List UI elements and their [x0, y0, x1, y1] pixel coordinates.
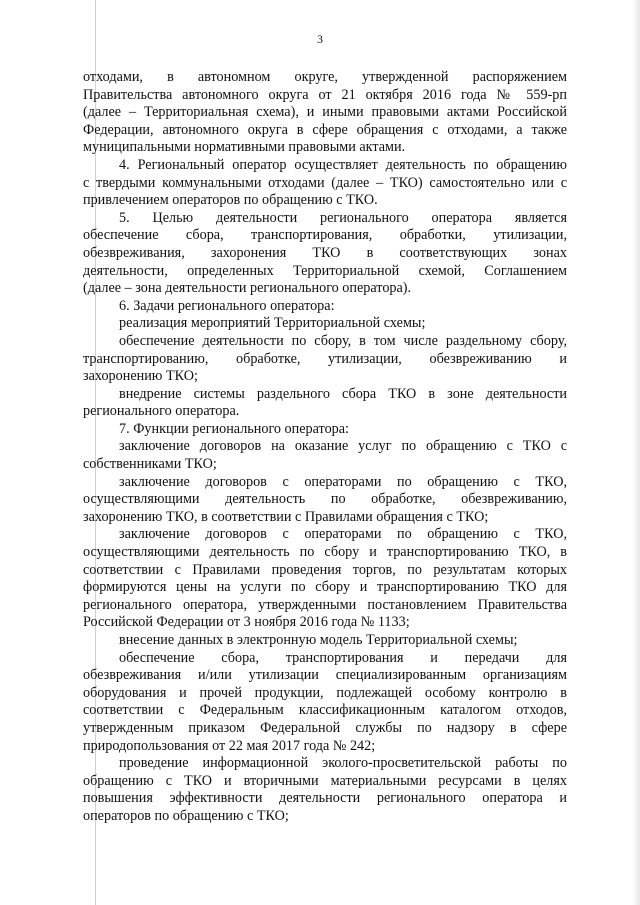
text-line: муниципальными нормативными правовыми актами. [83, 139, 406, 156]
text-line: 4. Региональный оператор осуществляет деятельность по обращению [119, 156, 567, 173]
document-body [83, 69, 567, 826]
text-line: операторов по обращению с ТКО; [83, 807, 289, 824]
text-line: обеспечение сбора, транспортирования и передачи для [119, 649, 567, 666]
text-line: привлечением операторов по обращению с ТКО. [83, 192, 378, 209]
text-line: регионального оператора, утвержденными постановлением Правительства [83, 596, 567, 613]
scan-page-edge [632, 0, 640, 905]
text-line: регионального оператора. [83, 403, 240, 420]
text-line: обезвреживания, захоронения ТКО в соответствующих зонах [83, 244, 567, 261]
text-line: обеспечение сбора, транспортирования, обработки, утилизации, [83, 227, 567, 244]
text-line: деятельности, определенных Территориальной схемой, Соглашением [83, 262, 567, 279]
text-line: соответствии с Федеральным классификационным каталогом отходов, [83, 702, 567, 719]
text-line: оборудования и прочей продукции, подлежащей особому контролю в [83, 684, 567, 701]
text-line: обеспечение деятельности по сбору, в том числе раздельному сбору, [119, 332, 567, 349]
text-line: (далее – зона деятельности регионального оператора). [83, 280, 412, 297]
text-line: 7. Функции регионального оператора: [119, 420, 349, 437]
text-line: Федерации, автономного округа в сфере обращения с отходами, а также [83, 121, 567, 138]
text-line: проведение информационной эколого-просветительской работы по [119, 755, 567, 772]
text-line: обезвреживания и/или утилизации специализированным организациям [83, 667, 567, 684]
text-line: внедрение системы раздельного сбора ТКО в зоне деятельности [119, 385, 567, 402]
text-line: внесение данных в электронную модель Территориальной схемы; [119, 632, 518, 648]
text-line: транспортированию, обработке, утилизации, обезвреживанию и [83, 350, 567, 367]
text-line: Правительства автономного округа от 21 октября 2016 года № 559-рп [83, 86, 567, 103]
text-line: отходами, в автономном округе, утвержденной распоряжением [83, 69, 567, 85]
text-line: осуществляющими деятельность по сбору и транспортированию ТКО, в [83, 544, 567, 561]
text-line: заключение договоров с операторами по обращению с ТКО, [119, 526, 567, 543]
text-line: реализация мероприятий Территориальной схемы; [119, 315, 426, 332]
text-line: Российской Федерации от 3 ноября 2016 года № 1133; [83, 614, 410, 631]
text-line: захоронению ТКО, в соответствии с Правилами обращения с ТКО; [83, 508, 489, 525]
text-line: с твердыми коммунальными отходами (далее – ТКО) самостоятельно или с [83, 174, 567, 191]
text-line: заключение договоров с операторами по обращению с ТКО, [119, 473, 567, 490]
text-line: осуществляющими деятельность по обработке, обезвреживанию, [83, 491, 567, 508]
text-line: (далее – Территориальная схема), и иными правовыми актами Российской [83, 104, 567, 121]
text-line: захоронению ТКО; [83, 368, 198, 385]
page-number: 3 [317, 32, 323, 46]
text-line: повышения эффективности деятельности регионального оператора и [83, 790, 567, 807]
text-line: 6. Задачи регионального оператора: [119, 297, 335, 314]
text-line: утвержденным приказом Федеральной службы по надзору в сфере [83, 719, 567, 736]
text-line: собственниками ТКО; [83, 456, 217, 473]
text-line: 5. Целью деятельности регионального оператора является [119, 209, 567, 226]
text-line: заключение договоров на оказание услуг по обращению с ТКО с [119, 438, 567, 455]
text-line: соответствии с Правилами проведения торгов, по результатам которых [83, 561, 567, 578]
text-line: формируются цены на услуги по сбору и транспортированию ТКО для [83, 579, 567, 596]
text-line: природопользования от 22 мая 2017 года № 242; [83, 737, 376, 754]
text-line: обращению с ТКО и вторичными материальными ресурсами в целях [83, 772, 567, 789]
